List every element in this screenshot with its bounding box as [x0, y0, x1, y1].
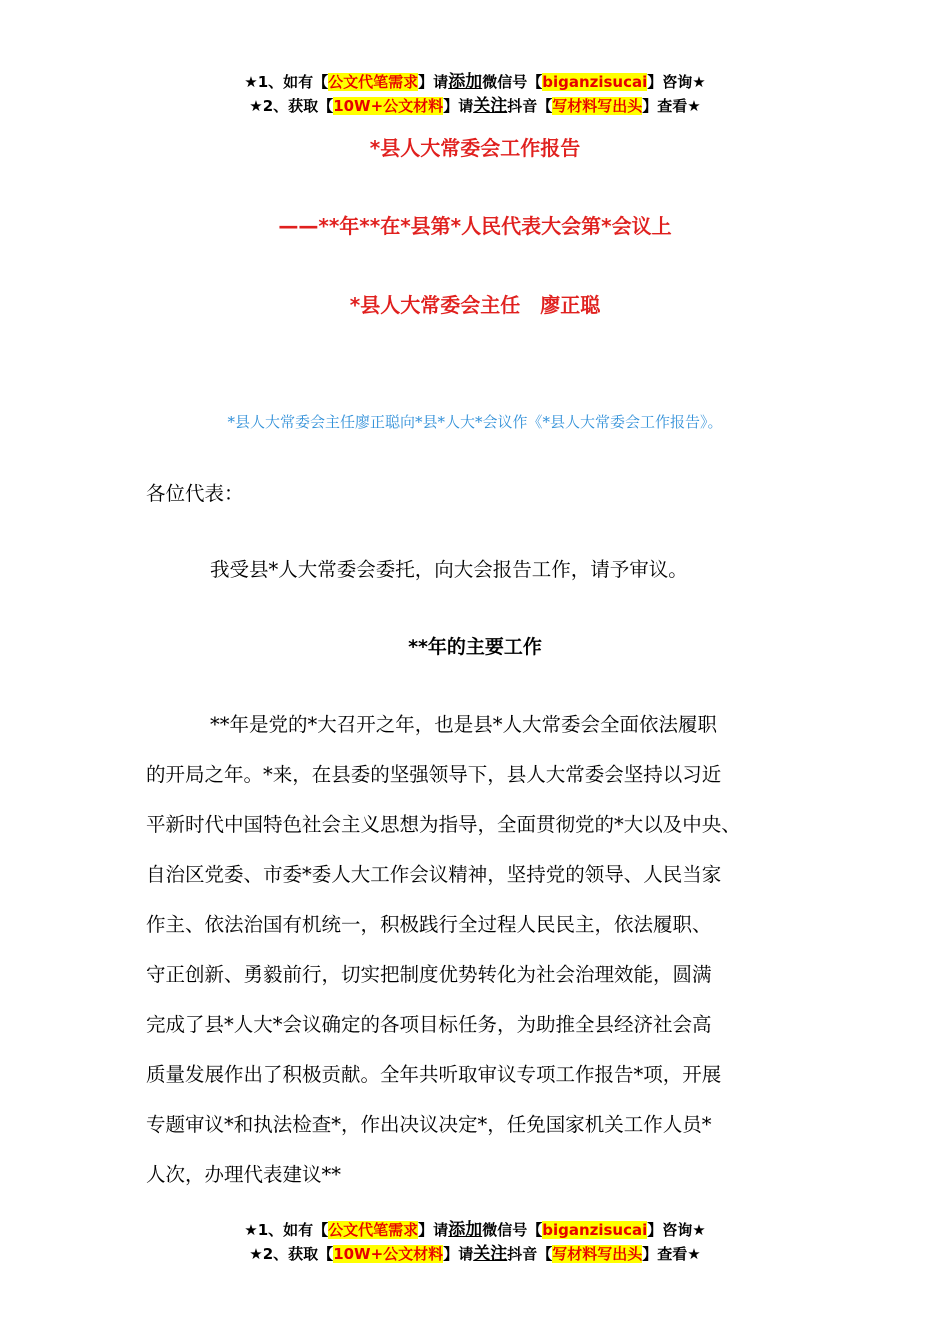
- paragraph-line: 质量发展作出了积极贡献。全年共听取审议专项工作报告*项，开展: [146, 1063, 722, 1086]
- banner-line-1: [0, 1218, 950, 1242]
- banner-highlight: 10W+公文材料: [333, 1245, 444, 1263]
- banner-text: 微信号【: [482, 1221, 543, 1239]
- banner-text: 抖音【: [507, 1245, 553, 1263]
- paragraph-line: 平新时代中国特色社会主义思想为指导，全面贯彻党的*大以及中央、: [146, 813, 741, 836]
- document-subtitle: ——**年**在*县第*人民代表大会第*会议上: [278, 214, 672, 238]
- banner-text: 】请: [418, 1221, 449, 1239]
- paragraph-line: 自治区党委、市委*委人大工作会议精神，坚持党的领导、人民当家: [146, 863, 722, 886]
- banner-text: ★2、获取【: [249, 1245, 334, 1263]
- banner-emphasis: 关注: [473, 96, 508, 116]
- paragraph-line: 作主、依法治国有机统一，积极践行全过程人民民主，依法履职、: [146, 913, 712, 936]
- top-banner: [0, 70, 950, 118]
- paragraph-line: 专题审议*和执法检查*，作出决议决定*，任免国家机关工作人员*: [146, 1113, 712, 1136]
- banner-text: 微信号【: [482, 73, 543, 91]
- banner-text: 】请: [443, 97, 474, 115]
- banner-text: 】咨询★: [647, 1221, 706, 1239]
- paragraph-line: 人次，办理代表建议**: [146, 1163, 342, 1186]
- banner-text: ★1、如有【: [244, 73, 329, 91]
- banner-highlight: biganzisucai: [542, 1221, 648, 1239]
- banner-text: 】请: [418, 73, 449, 91]
- paragraph-line: 守正创新、勇毅前行，切实把制度优势转化为社会治理效能，圆满: [146, 963, 712, 986]
- banner-emphasis: 添加: [448, 72, 483, 92]
- banner-line-1: [0, 70, 950, 94]
- paragraph-line: 完成了县*人大*会议确定的各项目标任务，为助推全县经济社会高: [146, 1013, 712, 1036]
- document-caption: *县人大常委会主任廖正聪向*县*人大*会议作《*县人大常委会工作报告》。: [227, 413, 723, 431]
- banner-emphasis: 关注: [473, 1244, 508, 1264]
- document-title: *县人大常委会工作报告: [369, 136, 581, 160]
- paragraph-line: 的开局之年。*来，在县委的坚强领导下，县人大常委会坚持以习近: [146, 763, 722, 786]
- banner-text: 抖音【: [507, 97, 553, 115]
- bottom-banner: [0, 1218, 950, 1266]
- salutation: 各位代表：: [146, 482, 244, 505]
- banner-text: ★1、如有【: [244, 1221, 329, 1239]
- banner-emphasis: 添加: [448, 1220, 483, 1240]
- banner-line-2: [0, 94, 950, 118]
- banner-text: 】请: [443, 1245, 474, 1263]
- banner-text: 】咨询★: [647, 73, 706, 91]
- banner-highlight: 写材料写出头: [552, 1245, 643, 1263]
- intro-paragraph: 我受县*人大常委会委托，向大会报告工作，请予审议。: [210, 558, 688, 581]
- main-paragraph: [146, 700, 826, 1200]
- banner-highlight: biganzisucai: [542, 73, 648, 91]
- banner-highlight: 公文代笔需求: [328, 73, 419, 91]
- banner-text: 】查看★: [642, 97, 701, 115]
- paragraph-line: **年是党的*大召开之年，也是县*人大常委会全面依法履职: [210, 713, 718, 736]
- banner-highlight: 写材料写出头: [552, 97, 643, 115]
- banner-highlight: 10W+公文材料: [333, 97, 444, 115]
- section-heading: **年的主要工作: [408, 636, 542, 658]
- document-author: *县人大常委会主任 廖正聪: [349, 293, 601, 317]
- banner-highlight: 公文代笔需求: [328, 1221, 419, 1239]
- banner-text: ★2、获取【: [249, 97, 334, 115]
- banner-line-2: [0, 1242, 950, 1266]
- banner-text: 】查看★: [642, 1245, 701, 1263]
